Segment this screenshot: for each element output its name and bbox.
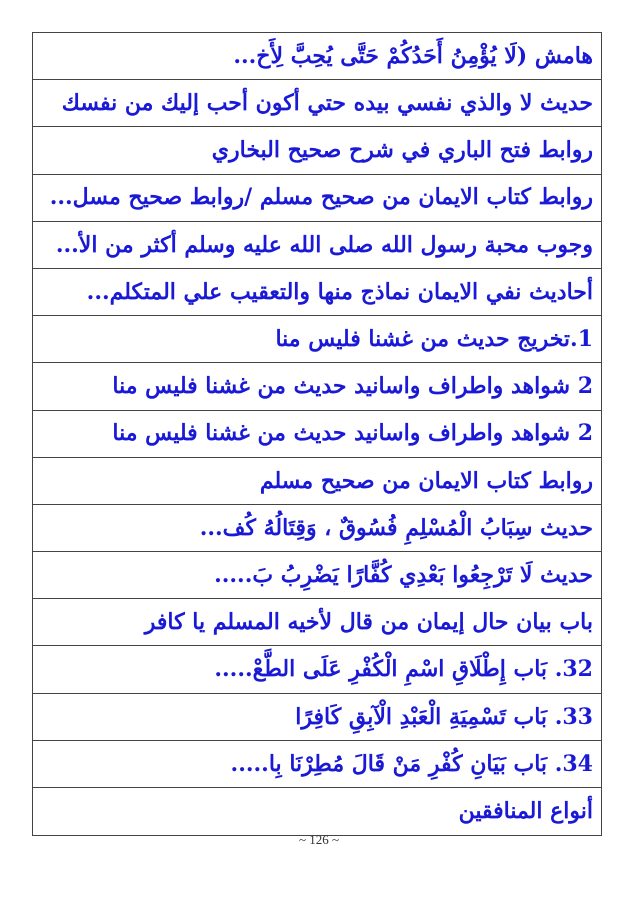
row-link-text[interactable]: روابط كتاب الايمان من صحيح مسلم /روابط صحيح مسل... [49, 184, 593, 211]
row-link-text[interactable]: وجوب محبة رسول الله صلى الله عليه وسلم أكثر من الأ... [55, 231, 593, 258]
row-link-text[interactable]: أحاديث نفي الايمان نماذج منها والتعقيب علي المتكلم... [86, 278, 593, 305]
row-link-text[interactable]: 1.تخريج حديث من غشنا فليس منا [275, 326, 593, 353]
row-link-text[interactable]: 2 شواهد واطراف واسانيد حديث من غشنا فليس منا [112, 420, 593, 447]
row-link-text[interactable]: حديث سِبَابُ الْمُسْلِمِ فُسُوقٌ ، وَقِتَالُهُ كُف... [199, 514, 593, 541]
row-link-text[interactable]: 32. بَاب إِطْلَاقِ اسْمِ الْكُفْرِ عَلَى الطَّعْ..... [214, 656, 593, 683]
row-link-text[interactable]: 33. بَاب تَسْمِيَةِ الْعَبْدِ الْآبِقِ كَافِرًا [295, 703, 593, 730]
table-row[interactable] [33, 175, 601, 222]
row-link-text[interactable]: 34. بَاب بَيَانِ كُفْرِ مَنْ قَالَ مُطِرْنَا بِا..... [230, 750, 593, 777]
table-row[interactable] [33, 694, 601, 741]
link-table [32, 32, 602, 836]
row-link-text[interactable]: 2 شواهد واطراف واسانيد حديث من غشنا فليس منا [112, 373, 593, 400]
table-row[interactable] [33, 33, 601, 80]
row-link-text[interactable]: حديث لا والذي نفسي بيده حتي أكون أحب إليك من نفسك [61, 90, 593, 117]
page-number: ~ 126 ~ [298, 832, 340, 847]
table-row[interactable] [33, 127, 601, 174]
table-row[interactable] [33, 788, 601, 835]
table-row[interactable] [33, 269, 601, 316]
table-row[interactable] [33, 458, 601, 505]
table-row[interactable] [33, 741, 601, 788]
table-row[interactable] [33, 646, 601, 693]
row-link-text[interactable]: باب بيان حال إيمان من قال لأخيه المسلم يا كافر [144, 609, 593, 636]
row-link-text[interactable]: حديث لَا تَرْجِعُوا بَعْدِي كُفَّارًا يَضْرِبُ بَ..... [214, 561, 593, 588]
table-row[interactable] [33, 599, 601, 646]
table-row[interactable] [33, 363, 601, 410]
table-row[interactable] [33, 80, 601, 127]
row-link-text[interactable]: هامش (لَا يُؤْمِنُ أَحَدُكُمْ حَتَّى يُحِبَّ لِأَخ... [233, 42, 593, 69]
table-row[interactable] [33, 316, 601, 363]
row-link-text[interactable]: روابط فتح الباري في شرح صحيح البخاري [211, 137, 593, 164]
row-link-text[interactable]: روابط كتاب الايمان من صحيح مسلم [259, 467, 593, 494]
table-row[interactable] [33, 411, 601, 458]
table-row[interactable] [33, 552, 601, 599]
table-row[interactable] [33, 505, 601, 552]
table-row[interactable] [33, 222, 601, 269]
row-link-text[interactable]: أنواع المنافقين [458, 798, 593, 825]
